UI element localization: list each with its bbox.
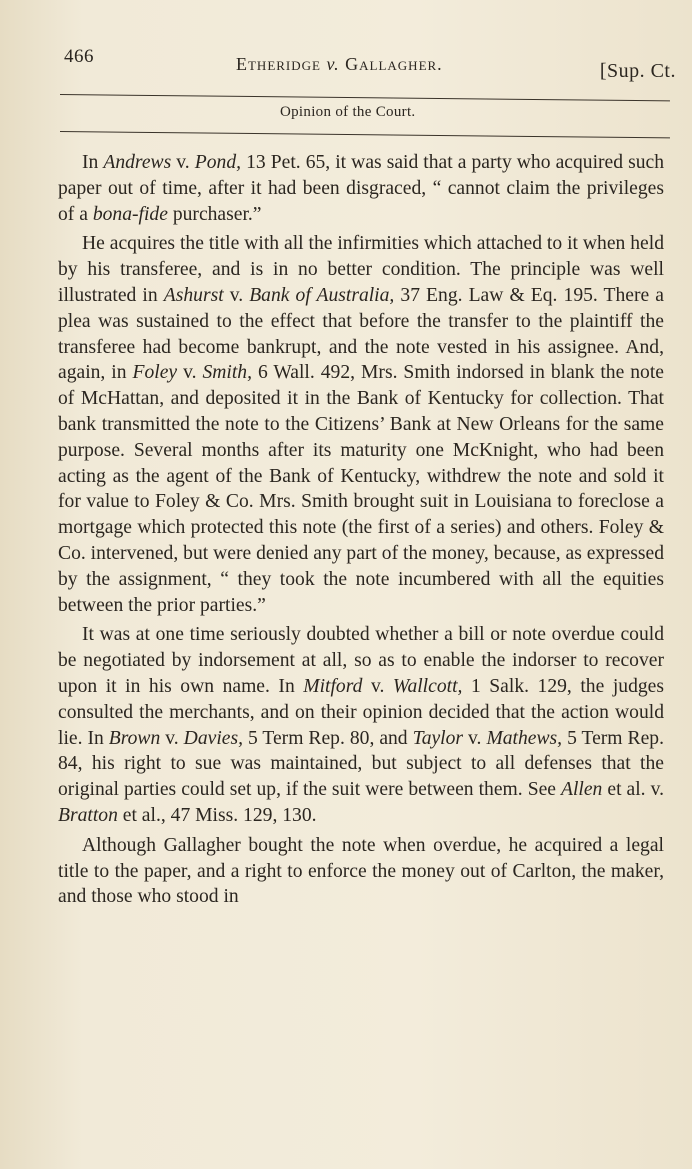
case-name-italic: Taylor (412, 727, 464, 749)
text-run: v. (463, 727, 487, 749)
court-label: [Sup. Ct. (599, 60, 676, 82)
paragraph (58, 231, 664, 618)
case-name-italic: Bratton (58, 804, 118, 826)
running-header (64, 46, 684, 86)
text-run: 6 Wall. 492, Mrs. Smith indorsed in blank the note of McHattan, and deposited it in the Bank of Kentucky for collection. That bank transmitted the note to the Citizens’ Bank at New Orleans for the same purpose. Several months after its maturity one McKnight, who had been acting as the agent of the Bank of Kentucky, withdrew the note and sold it for value to Foley & Co. Mrs. Smith brought suit in Louisiana to foreclose a mortgage which protected this note (the first of a series) and others. Foley & Co. intervened, but were denied any part of the money, because, as expressed by the assignment, “ they took the note incumbered with all the equities between the prior parties.” (58, 362, 664, 616)
opinion-text (58, 150, 664, 914)
text-run: In (82, 152, 104, 173)
section-label: Opinion of the Court. (280, 104, 416, 120)
case-name-italic: Pond, (194, 152, 242, 173)
text-run: He acquires the title with all the infirmities which attached to it when held by his transferee, and is in no better condition. The principle was well illustrated in (58, 233, 664, 306)
case-title (236, 54, 443, 75)
case-name-italic: Foley (132, 362, 178, 384)
case-versus: v. (326, 54, 340, 74)
text-run: 13 Pet. 65, it was said that a party who acquired such paper out of time, after it had been disgraced, “ cannot claim the privileges of a (58, 152, 664, 225)
case-name-italic: Davies, (183, 727, 243, 749)
text-run: v. (362, 675, 393, 697)
text-run: 5 Term Rep. 80, and (242, 727, 413, 749)
case-name-italic: Smith, (202, 362, 252, 384)
page-number: 466 (64, 46, 94, 67)
case-name-italic: Allen (561, 779, 603, 801)
case-name-italic: Andrews (103, 152, 172, 173)
case-name-italic: Brown (108, 727, 161, 749)
text-run: purchaser.” (167, 203, 262, 225)
text-run: 37 Eng. Law & Eq. 195. There a plea was sustained to the effect that before the transfer to the plaintiff the transferee had become bankrupt, and the note vested in his assignee. And, again, in (58, 284, 664, 384)
case-name-italic: Mitford (303, 675, 363, 697)
text-run: 1 Salk. 129, the judges consulted the merchants, and on their opinion decided that the action would lie. In (58, 675, 664, 749)
paragraph (58, 150, 664, 227)
case-party-left: Etheridge (236, 54, 321, 74)
header-rule-top (60, 94, 670, 101)
paragraph (58, 833, 664, 910)
header-rule-bottom (60, 131, 670, 138)
text-run: Although Gallagher bought the note when overdue, he acquired a legal title to the paper, and a right to enforce the money out of Carlton, the maker, and those who stood in (58, 834, 664, 908)
case-name-italic: bona-fide (92, 203, 168, 225)
case-name-italic: Mathews, (486, 727, 563, 749)
text-run: v. (171, 152, 195, 173)
case-name-italic: Wallcott, (392, 675, 463, 697)
text-run: et al., 47 Miss. 129, 130. (117, 804, 317, 826)
text-run: et al. v. (602, 779, 664, 801)
case-name-italic: Bank of Australia, (249, 284, 395, 306)
text-run: v. (177, 362, 203, 384)
paragraph (58, 622, 664, 828)
case-name-italic: Ashurst (163, 284, 224, 306)
text-run: v. (223, 284, 250, 306)
text-run: 5 Term Rep. 84, his right to sue was maintained, but subject to all defenses that the original parties could set up, if the suit were between them. See (58, 727, 664, 801)
case-party-right: Gallagher. (345, 54, 443, 74)
text-run: It was at one time seriously doubted whether a bill or note overdue could be negotiated by indorsement at all, so as to enable the indorser to recover upon it in his own name. In (58, 624, 664, 697)
text-run: v. (160, 727, 184, 749)
